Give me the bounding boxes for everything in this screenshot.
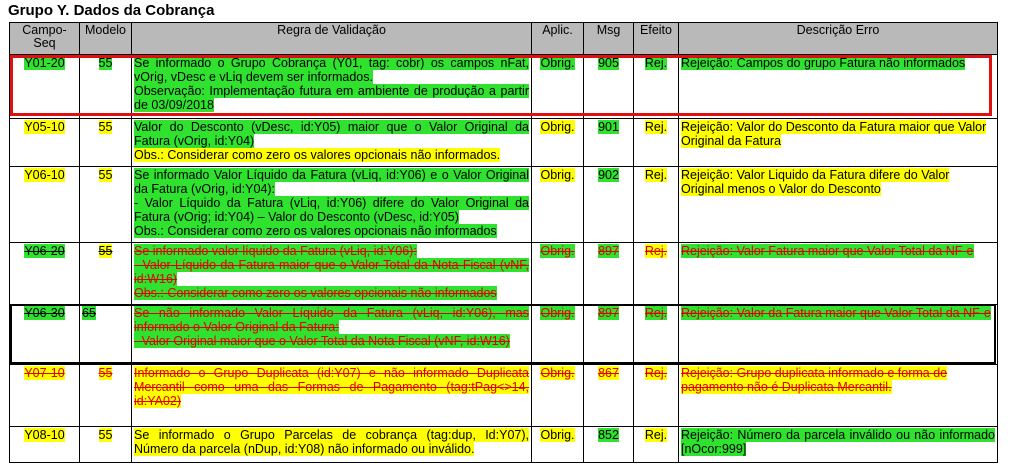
cell-modelo: 55 <box>98 168 113 182</box>
cell-modelo: 55 <box>98 120 113 134</box>
cell-modelo: 55 <box>98 428 113 442</box>
cell-msg: 905 <box>598 56 619 70</box>
cell-aplic: Obrig. <box>540 244 575 258</box>
cell-efeito: Rej. <box>644 306 668 320</box>
cell-regra: Se informado valor líquido da Fatura (vLiq, id:Y06): <box>134 244 417 258</box>
cell-aplic: Obrig. <box>540 168 575 182</box>
table-row <box>10 305 998 365</box>
table-row <box>10 427 998 463</box>
cell-regra-note: Obs.: Considerar como zero os valores opcionais não informados <box>134 224 497 238</box>
cell-regra-note: Obs.: Considerar como zero os valores opcionais não informados <box>134 286 497 300</box>
cell-efeito: Rej. <box>644 366 668 380</box>
cell-regra: Se informado o Grupo Cobrança (Y01, tag: cobr) os campos nFat, vOrig, vDesc e vLiq devem ser informados. <box>134 56 529 84</box>
cell-aplic: Obrig. <box>540 120 575 134</box>
cell-regra: Valor do Desconto (vDesc, id:Y05) maior que o Valor Original da Fatura (vOrig, id:Y04) <box>134 120 529 148</box>
cell-efeito: Rej. <box>644 168 668 182</box>
cell-aplic: Obrig. <box>540 56 575 70</box>
cell-msg: 902 <box>598 168 619 182</box>
section-title: Grupo Y. Dados da Cobrança <box>8 2 215 19</box>
cell-campo: Y08-10 <box>24 428 65 442</box>
header-modelo: Modelo <box>80 23 132 55</box>
cell-descricao: Rejeição: Valor do Desconto da Fatura maior que Valor Original da Fatura <box>681 120 987 148</box>
cell-regra-note: Observação: Implementação futura em ambiente de produção a partir de 03/09/2018 <box>134 84 529 112</box>
table-header-row <box>10 23 998 55</box>
cell-aplic: Obrig. <box>540 366 575 380</box>
header-campo: Campo-Seq <box>10 23 80 55</box>
cell-msg: 867 <box>598 366 619 380</box>
cell-regra-detail: - Valor Original maior que o Valor Total da Nota Fiscal (vNF, id:W16) <box>134 334 510 348</box>
cell-efeito: Rej. <box>644 56 668 70</box>
cell-regra-detail: - Valor Líquido da Fatura (vLiq, id:Y06) difere do Valor Original da Fatura (vOrig; id:Y04) – Valor do Desconto (vDesc, id:Y05) <box>134 196 529 224</box>
cell-modelo: 55 <box>98 244 113 258</box>
table-row <box>10 243 998 305</box>
table-row <box>10 119 998 167</box>
cell-regra: Se informado o Grupo Parcelas de cobrança (tag:dup, Id:Y07), Número da parcela (nDup, id:Y08) não informado ou inválido. <box>134 428 529 456</box>
cell-regra: Informado o Grupo Duplicata (id:Y07) e não informado Duplicata Mercantil como uma das Formas de Pagamento (tag:tPag<>14, id:YA02) <box>134 366 529 408</box>
cell-descricao: Rejeição: Número da parcela inválido ou não informado [nOcor:999] <box>681 428 995 456</box>
cell-msg: 852 <box>598 428 619 442</box>
header-msg: Msg <box>584 23 634 55</box>
cell-campo: Y07-10 <box>24 366 65 380</box>
cell-descricao: Rejeição: Valor da Fatura maior que Valor Total da NF-e <box>681 306 991 320</box>
cell-descricao: Rejeição: Valor Liquido da Fatura difere do Valor Original menos o Valor do Desconto <box>681 168 950 196</box>
header-regra: Regra de Validação <box>132 23 532 55</box>
cell-modelo: 55 <box>98 366 113 380</box>
cell-campo: Y06-20 <box>24 244 65 258</box>
cell-regra-note: Obs.: Considerar como zero os valores opcionais não informados. <box>134 148 501 162</box>
cell-descricao: Rejeição: Valor Fatura maior que Valor Total da NF-e <box>681 244 974 258</box>
cell-msg: 897 <box>598 306 619 320</box>
table-row <box>10 55 998 119</box>
cell-campo: Y06-30 <box>24 306 65 320</box>
header-descricao: Descrição Erro <box>679 23 998 55</box>
cell-regra: Se não informado Valor Líquido da Fatura (vLiq, id:Y06), mas informado o Valor Original da Fatura: <box>134 306 529 334</box>
cell-regra: Se informado Valor Líquido da Fatura (vLiq, id:Y06) e o Valor Original da Fatura (vOrig, id:Y04): <box>134 168 529 196</box>
cell-efeito: Rej. <box>644 120 668 134</box>
cell-campo: Y05-10 <box>24 120 65 134</box>
table-row <box>10 167 998 243</box>
cell-modelo: 55 <box>98 56 113 70</box>
cell-msg: 897 <box>598 244 619 258</box>
header-aplic: Aplic. <box>532 23 584 55</box>
cell-campo: Y06-10 <box>24 168 65 182</box>
cell-efeito: Rej. <box>644 244 668 258</box>
cell-campo: Y01-20 <box>24 56 65 70</box>
validation-table <box>9 22 998 463</box>
cell-msg: 901 <box>598 120 619 134</box>
header-efeito: Efeito <box>634 23 679 55</box>
cell-descricao: Rejeição: Grupo duplicata informado e forma de pagamento não é Duplicata Mercantil. <box>681 366 948 394</box>
cell-descricao: Rejeição: Campos do grupo Fatura não informados <box>681 56 966 70</box>
cell-modelo: 65 <box>82 306 96 320</box>
cell-regra-detail: - Valor Líquido da Fatura maior que o Valor Total da Nota Fiscal (vNF, id:W16) <box>134 258 529 286</box>
cell-aplic: Obrig. <box>540 306 575 320</box>
cell-aplic: Obrig. <box>540 428 575 442</box>
table-row <box>10 365 998 427</box>
cell-efeito: Rej. <box>644 428 668 442</box>
